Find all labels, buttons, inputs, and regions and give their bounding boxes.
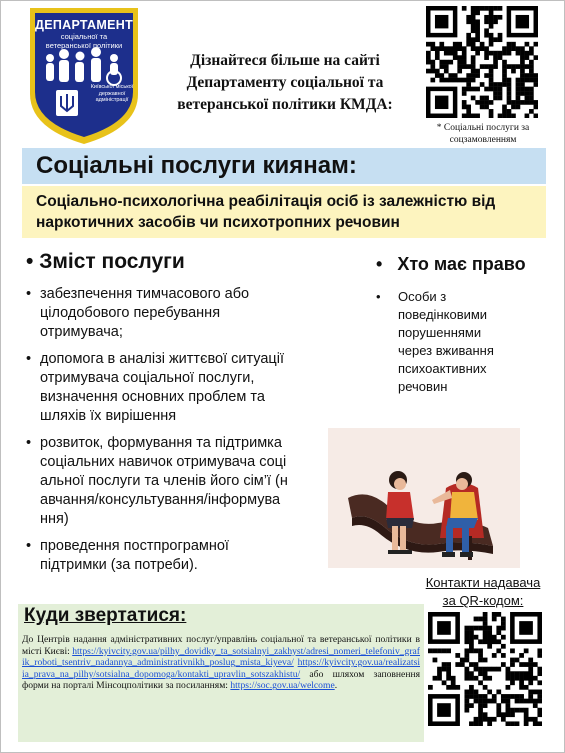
header-text xyxy=(150,50,420,116)
qr-note: * Соціальні послуги за соцзамовленням xyxy=(436,123,530,145)
list-item: • допомога в аналізі життєвої ситуації отримувача соціальної послуги, визначення основних проблем та шляхів їх вирішення xyxy=(26,350,288,426)
logo-subtitle xyxy=(28,33,140,50)
header-line: Департаменту соціальної та xyxy=(186,74,384,91)
bullet-icon: • xyxy=(26,250,40,273)
provider-contacts-qr-code[interactable] xyxy=(428,612,542,726)
logo-side-line: Київської міської xyxy=(90,84,134,90)
service-subtitle: Соціально-психологічна реабілітація осіб із залежністю від наркотичних засобів чи психотропних речовин xyxy=(36,193,496,231)
qr-code-icon xyxy=(428,612,542,726)
ministry-portal-link[interactable]: https://soc.gov.ua/welcome xyxy=(230,680,335,692)
service-list xyxy=(26,285,288,583)
page-title: Соціальні послуги киянам: xyxy=(36,152,357,179)
where-end-text: . xyxy=(334,680,338,692)
service-heading xyxy=(26,250,185,274)
title-band xyxy=(22,148,546,184)
subtitle-band xyxy=(22,186,546,238)
where-heading: Куди звертатися: xyxy=(24,605,187,626)
logo-subtitle-line: соціальної та xyxy=(60,32,108,41)
logo-side-line: адміністрації xyxy=(95,97,129,103)
logo-subtitle-line: ветеранської політики xyxy=(45,40,123,50)
website-qr-code[interactable] xyxy=(426,6,538,118)
service-heading-text: Зміст послуги xyxy=(39,250,185,273)
header-line: Дізнайтеся більше на сайті xyxy=(190,52,380,69)
header-line: ветеранської політики КМДА: xyxy=(177,96,393,113)
couch-people-illustration xyxy=(328,428,520,568)
qr-code-icon xyxy=(426,6,538,118)
social-departments-link[interactable]: https://kyivcity.gov.ua/realizatsiia_prava_na_pilhy/sotsialna_dopomoga/kontakti_upravlin_sotszakhistu/ xyxy=(22,657,420,680)
list-item: • Особи з поведінковими порушеннями через вживання психоактивних речовин xyxy=(376,288,506,396)
contacts-label: Контакти надавача за QR-кодом: xyxy=(425,575,541,608)
list-item: • розвиток, формування та підтримка соціальних навичок отримувача соціальної послуги та членів його сім’ї (навчання/консультування/інформування) xyxy=(26,434,288,529)
logo-title: ДЕПАРТАМЕНТ xyxy=(34,18,133,32)
where-middle-text: або шляхом заповнення форми на порталі Мінсоцполітики за посиланням: xyxy=(22,668,420,692)
where-intro: До Центрів надання адміністративних послуг/управлінь соціальної та ветеранської політики в місті Києві: xyxy=(22,634,420,657)
bullet-icon: • xyxy=(376,254,398,274)
department-logo xyxy=(28,6,140,146)
logo-side-line: державної xyxy=(98,90,126,97)
eligibility-heading-text: Хто має право xyxy=(397,254,526,274)
eligibility-heading xyxy=(376,254,526,275)
where-to-apply-box xyxy=(18,604,424,742)
eligibility-list xyxy=(376,288,506,404)
list-item: • проведення постпрограмної підтримки (за потреби). xyxy=(26,537,288,575)
where-body xyxy=(22,634,420,692)
list-item: • забезпечення тимчасового або цілодобового перебування отримувача; xyxy=(26,285,288,342)
centers-link[interactable]: https://kyivcity.gov.ua/pilhy_dovidky_ta_sotsialnyi_zakhyst/adresi_nomeri_telefoniv_grafik_roboti_tsentriv_nadannya_administrativnikh_poslug_mista_kiyeva/ xyxy=(22,645,420,669)
counseling-illustration xyxy=(328,428,520,568)
logo-side-text xyxy=(90,84,134,104)
